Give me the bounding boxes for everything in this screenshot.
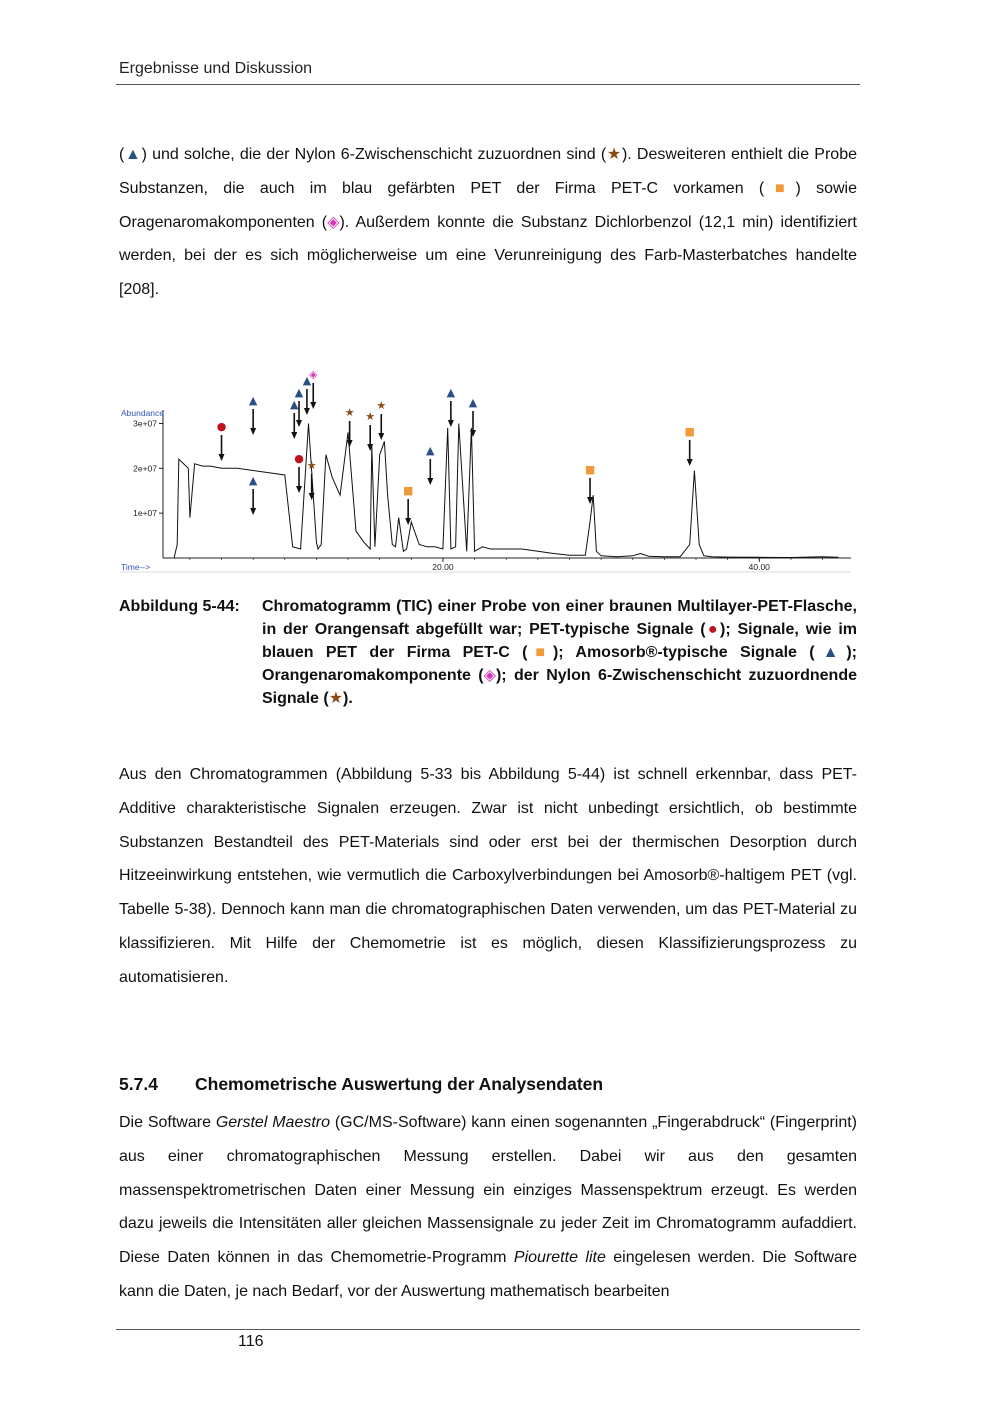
- y-tick-label: 1e+07: [133, 508, 157, 519]
- footer-rule: [116, 1329, 860, 1330]
- chart-trace-group: [174, 424, 838, 559]
- marker-arrow-head: [310, 402, 316, 409]
- marker-arrow-head: [427, 478, 433, 485]
- y-tick-label: 2e+07: [133, 463, 157, 474]
- dot-marker-icon: ●: [294, 452, 304, 465]
- marker-arrow-head: [687, 459, 693, 466]
- star-marker-icon: ★: [306, 459, 317, 472]
- triangle-marker-icon: ▲: [294, 386, 304, 399]
- marker-arrow-head: [378, 433, 384, 440]
- y-tick-label: 3e+07: [133, 418, 157, 429]
- page-number: 116: [238, 1333, 264, 1350]
- triangle-marker-icon: ▲: [426, 444, 435, 457]
- paragraph-3: Die Software Gerstel Maestro (GC/MS-Software) kann einen sogenannten „Fingerabdruck“ (Fingerprint) aus einer chromatographischen Messung erstellen. Dabei wir aus den gesamten massenspektrometrischen Daten einer Messung ein einziges Massenspektrum erzeugt. Es werden dazu jeweils die Intensitäten aller gleichen Massensignale zu jeder Zeit im Chromatogramm aufaddiert. Diese Daten können in das Chemometrie-Programm Piourette lite eingelesen werden. Die Software kann die Daten, je nach Bedarf, vor der Auswertung mathematisch bearbeiten: [119, 1114, 858, 1300]
- marker-arrow-head: [250, 508, 256, 515]
- marker-arrow-head: [219, 454, 225, 461]
- triangle-marker-icon: ▲: [290, 398, 299, 411]
- square-marker-icon: ■: [584, 463, 596, 476]
- marker-arrow-head: [291, 432, 297, 439]
- triangle-marker-icon: ▲: [248, 474, 258, 487]
- star-marker-icon: ★: [365, 410, 376, 423]
- triangle-marker-icon: ▲: [302, 374, 312, 387]
- chromatogram-trace: [174, 424, 838, 559]
- triangle-marker-icon: ▲: [248, 394, 258, 407]
- y-axis-label: Abundance: [121, 408, 165, 418]
- dot-icon: ●: [705, 621, 720, 638]
- software-name: Piourette lite: [513, 1249, 606, 1267]
- marker-arrow-head: [304, 408, 310, 415]
- marker-arrow-head: [347, 440, 353, 447]
- star-icon: ★: [328, 690, 344, 707]
- triangle-marker-icon: ▲: [446, 386, 456, 399]
- square-icon: ■: [527, 644, 553, 661]
- diamond-icon: ◈: [483, 667, 496, 684]
- paragraph-1: (▲) und solche, die der Nylon 6-Zwischenschicht zuzuordnen sind (★). Desweiteren enthielt die Probe Substanzen, die auch im blau gefärbten PET der Firma PET-C vorkamen (■) sowie Oragenaromakomponenten (◈). Außerdem konnte die Substanz Dichlorbenzol (12,1 min) identifiziert werden, bei der es sich möglicherweise um eine Verunreinigung des Farb-Masterbatches handelte [208].: [119, 146, 857, 299]
- paragraph-2: Aus den Chromatogrammen (Abbildung 5-33 bis Abbildung 5-44) ist schnell erkennbar, dass PET-Additive charakteristische Signalen erzeugen. Zwar ist nicht unbedingt ersichtlich, ob bestimmte Substanzen Bestandteil des PET-Materials sind oder erst bei der thermischen Desorption durch Hitzeeinwirkung entstehen, wie vermutlich die Carboxylverbindungen bei Amosorb®-haltigem PET (vgl. Tabelle 5-38). Dennoch kann man die chromatographischen Daten verwenden, um das PET-Material zu klassifizieren. Mit Hilfe der Chemometrie ist es möglich, diesen Klassifizierungsprozess zu automatisieren.: [119, 766, 857, 986]
- software-name: Gerstel Maestro: [215, 1114, 331, 1131]
- star-icon: ★: [606, 146, 622, 163]
- x-axis-label: Time-->: [121, 562, 151, 572]
- square-icon: ■: [764, 179, 796, 197]
- dot-marker-icon: ●: [216, 420, 227, 433]
- caption-label: Abbildung 5-44:: [119, 598, 240, 615]
- diamond-icon: ◈: [327, 213, 340, 231]
- section-title: Chemometrische Auswertung der Analysendaten: [195, 1074, 604, 1094]
- marker-arrow-head: [296, 420, 302, 427]
- caption-text: Chromatogramm (TIC) einer Probe von einer braunen Multilayer-PET-Flasche, in der Orangensaft abgefüllt war; PET-typische Signale (●); Signale, wie im blauen PET der Firma PET-C (■); Amosorb®-typische Signale (▲); Orangenaromakomponente (◈); der Nylon 6-Zwischenschicht zuzuordnende Signale (★).: [262, 598, 857, 707]
- square-marker-icon: ■: [402, 484, 414, 497]
- section-number: 5.7.4: [119, 1074, 158, 1094]
- marker-arrow-head: [296, 486, 302, 493]
- running-header: Ergebnisse und Diskussion: [119, 60, 312, 77]
- chart-markers: [217, 368, 695, 525]
- marker-arrow-head: [250, 428, 256, 435]
- x-tick-label: 20.00: [432, 562, 454, 572]
- marker-arrow-head: [448, 420, 454, 427]
- triangle-icon: ▲: [124, 146, 142, 163]
- star-marker-icon: ★: [376, 399, 387, 412]
- triangle-marker-icon: ▲: [468, 396, 478, 409]
- triangle-icon: ▲: [814, 644, 847, 661]
- x-tick-label: 40.00: [748, 562, 770, 572]
- square-marker-icon: ■: [684, 425, 695, 438]
- section-heading: [119, 1074, 603, 1095]
- marker-arrow-head: [405, 518, 411, 525]
- diamond-marker-icon: ◈: [309, 368, 318, 381]
- star-marker-icon: ★: [344, 406, 355, 419]
